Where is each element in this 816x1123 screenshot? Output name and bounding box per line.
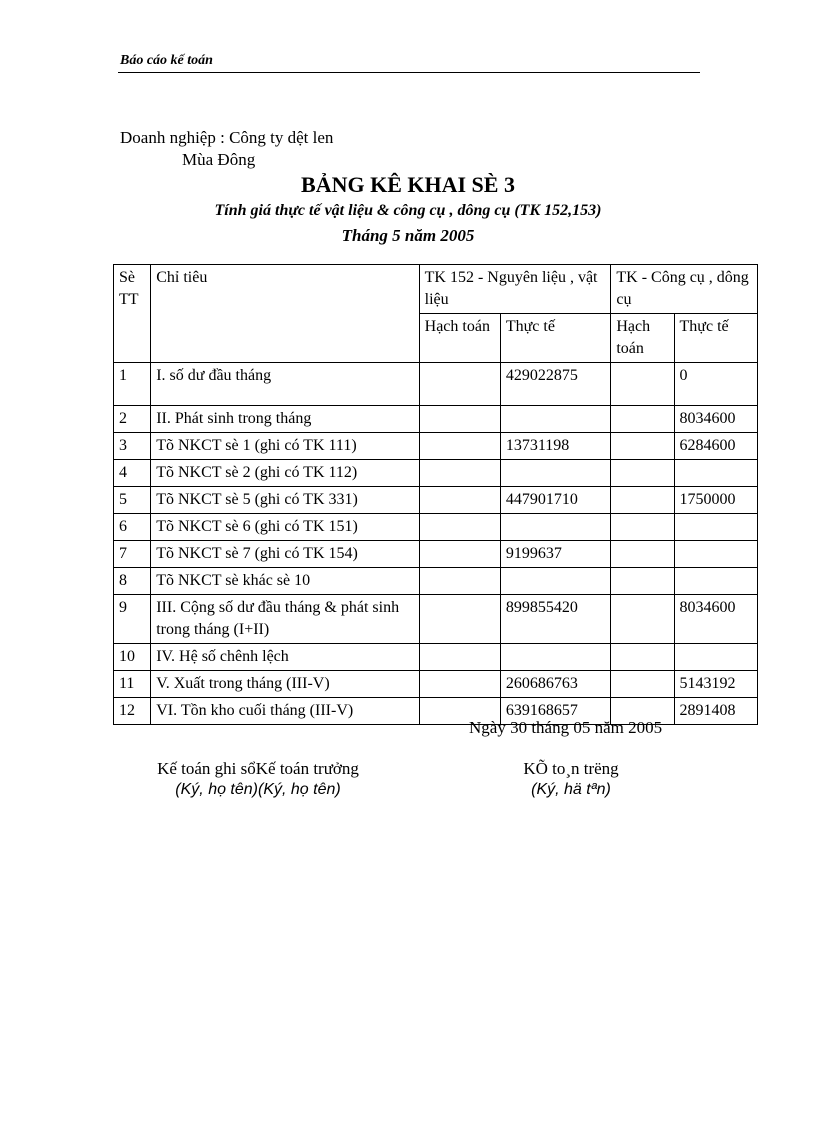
header-tk152-thucte: Thực tế: [500, 314, 611, 363]
row-tk152-thucte: 899855420: [500, 595, 611, 644]
row-tk152-thucte: [500, 514, 611, 541]
row-stt: 7: [114, 541, 151, 568]
row-tk152-thucte: [500, 406, 611, 433]
page-header-text: Báo cáo kế toán: [120, 53, 213, 68]
row-label: Tõ NKCT sè 6 (ghi có TK 151): [151, 514, 419, 541]
row-tk152-hachtoan: [419, 433, 500, 460]
row-label: Tõ NKCT sè khác sè 10: [151, 568, 419, 595]
header-divider: [118, 72, 700, 73]
row-tk152-hachtoan: [419, 406, 500, 433]
ledger-body: [114, 363, 758, 725]
row-tk153-thucte: [674, 514, 757, 541]
row-tk153-hachtoan: [611, 644, 674, 671]
row-label: II. Phát sinh trong tháng: [151, 406, 419, 433]
row-tk153-hachtoan: [611, 406, 674, 433]
header-tk152: TK 152 - Nguyên liệu , vật liệu: [419, 265, 611, 314]
row-stt: 4: [114, 460, 151, 487]
row-tk153-hachtoan: [611, 514, 674, 541]
header-chitieu: Chỉ tiêu: [151, 265, 419, 363]
table-row: [114, 406, 758, 433]
row-tk153-thucte: 2891408: [674, 698, 757, 725]
row-label: III. Cộng số dư đầu tháng & phát sinh trong tháng (I+II): [151, 595, 419, 644]
row-tk153-hachtoan: [611, 363, 674, 406]
row-tk152-thucte: 639168657: [500, 698, 611, 725]
report-date: Ngày 30 tháng 05 năm 2005: [469, 718, 663, 737]
signature-left-note: (Ký, họ tên)(Ký, họ tên): [175, 781, 341, 798]
table-row: [114, 363, 758, 406]
signature-right-note: (Ký, hä tªn): [531, 781, 611, 798]
row-label: V. Xuất trong tháng (III-V): [151, 671, 419, 698]
table-row: [114, 671, 758, 698]
header-stt: Sè TT: [114, 265, 151, 363]
company-line-1: Doanh nghiệp : Công ty dệt len: [120, 128, 334, 147]
row-tk153-thucte: 0: [674, 363, 757, 406]
table-row: [114, 487, 758, 514]
table-row: [114, 644, 758, 671]
header-tk153-hachtoan: Hạch toán: [611, 314, 674, 363]
row-label: VI. Tồn kho cuối tháng (III-V): [151, 698, 419, 725]
table-row: [114, 568, 758, 595]
row-tk152-hachtoan: [419, 460, 500, 487]
header-tk153-thucte: Thực tế: [674, 314, 757, 363]
signature-block-right: [486, 759, 656, 799]
table-row: [114, 595, 758, 644]
row-stt: 12: [114, 698, 151, 725]
table-row: [114, 514, 758, 541]
row-tk152-hachtoan: [419, 514, 500, 541]
row-tk152-thucte: 429022875: [500, 363, 611, 406]
table-row: [114, 433, 758, 460]
row-tk153-thucte: 1750000: [674, 487, 757, 514]
row-tk152-thucte: 13731198: [500, 433, 611, 460]
row-tk152-hachtoan: [419, 487, 500, 514]
row-stt: 2: [114, 406, 151, 433]
row-tk152-hachtoan: [419, 595, 500, 644]
header-tk153: TK - Công cụ , dông cụ: [611, 265, 758, 314]
row-tk152-thucte: 9199637: [500, 541, 611, 568]
row-label: I. số dư đầu tháng: [151, 363, 419, 406]
row-tk153-thucte: [674, 460, 757, 487]
row-tk153-hachtoan: [611, 433, 674, 460]
signature-block-left: [138, 759, 378, 799]
table-row: [114, 541, 758, 568]
signature-left-title: Kế toán ghi sổKế toán trưởng: [157, 759, 359, 778]
company-block: [120, 127, 333, 171]
header-tk152-hachtoan: Hạch toán: [419, 314, 500, 363]
document-period: Tháng 5 năm 2005: [341, 226, 475, 245]
table-row: [114, 460, 758, 487]
row-tk153-thucte: 5143192: [674, 671, 757, 698]
row-stt: 1: [114, 363, 151, 406]
row-tk152-hachtoan: [419, 644, 500, 671]
row-tk153-hachtoan: [611, 460, 674, 487]
row-stt: 9: [114, 595, 151, 644]
company-line-2: Mùa Đông: [182, 150, 256, 169]
row-tk153-hachtoan: [611, 595, 674, 644]
row-stt: 5: [114, 487, 151, 514]
row-tk152-thucte: [500, 644, 611, 671]
row-tk152-hachtoan: [419, 568, 500, 595]
row-tk153-hachtoan: [611, 487, 674, 514]
row-tk153-thucte: 8034600: [674, 406, 757, 433]
row-stt: 8: [114, 568, 151, 595]
row-tk152-hachtoan: [419, 363, 500, 406]
row-tk152-thucte: [500, 460, 611, 487]
row-tk153-hachtoan: [611, 541, 674, 568]
row-tk153-hachtoan: [611, 671, 674, 698]
row-label: Tõ NKCT sè 2 (ghi có TK 112): [151, 460, 419, 487]
row-tk153-thucte: [674, 568, 757, 595]
row-tk153-thucte: 8034600: [674, 595, 757, 644]
row-label: Tõ NKCT sè 5 (ghi có TK 331): [151, 487, 419, 514]
row-tk152-hachtoan: [419, 541, 500, 568]
document-title: BẢNG KÊ KHAI SÈ 3: [301, 172, 515, 197]
row-tk153-thucte: [674, 644, 757, 671]
row-tk152-hachtoan: [419, 671, 500, 698]
row-stt: 11: [114, 671, 151, 698]
signature-right-title: KÕ to¸n trëng: [523, 759, 619, 778]
row-stt: 3: [114, 433, 151, 460]
row-tk152-thucte: 260686763: [500, 671, 611, 698]
row-tk153-thucte: 6284600: [674, 433, 757, 460]
row-label: IV. Hệ số chênh lệch: [151, 644, 419, 671]
row-tk153-hachtoan: [611, 568, 674, 595]
row-tk152-thucte: 447901710: [500, 487, 611, 514]
row-tk152-thucte: [500, 568, 611, 595]
ledger-table: [113, 264, 758, 725]
row-label: Tõ NKCT sè 7 (ghi có TK 154): [151, 541, 419, 568]
row-stt: 10: [114, 644, 151, 671]
document-subtitle: Tính giá thực tế vật liệu & công cụ , dông cụ (TK 152,153): [214, 202, 602, 219]
row-label: Tõ NKCT sè 1 (ghi có TK 111): [151, 433, 419, 460]
row-tk153-thucte: [674, 541, 757, 568]
row-stt: 6: [114, 514, 151, 541]
